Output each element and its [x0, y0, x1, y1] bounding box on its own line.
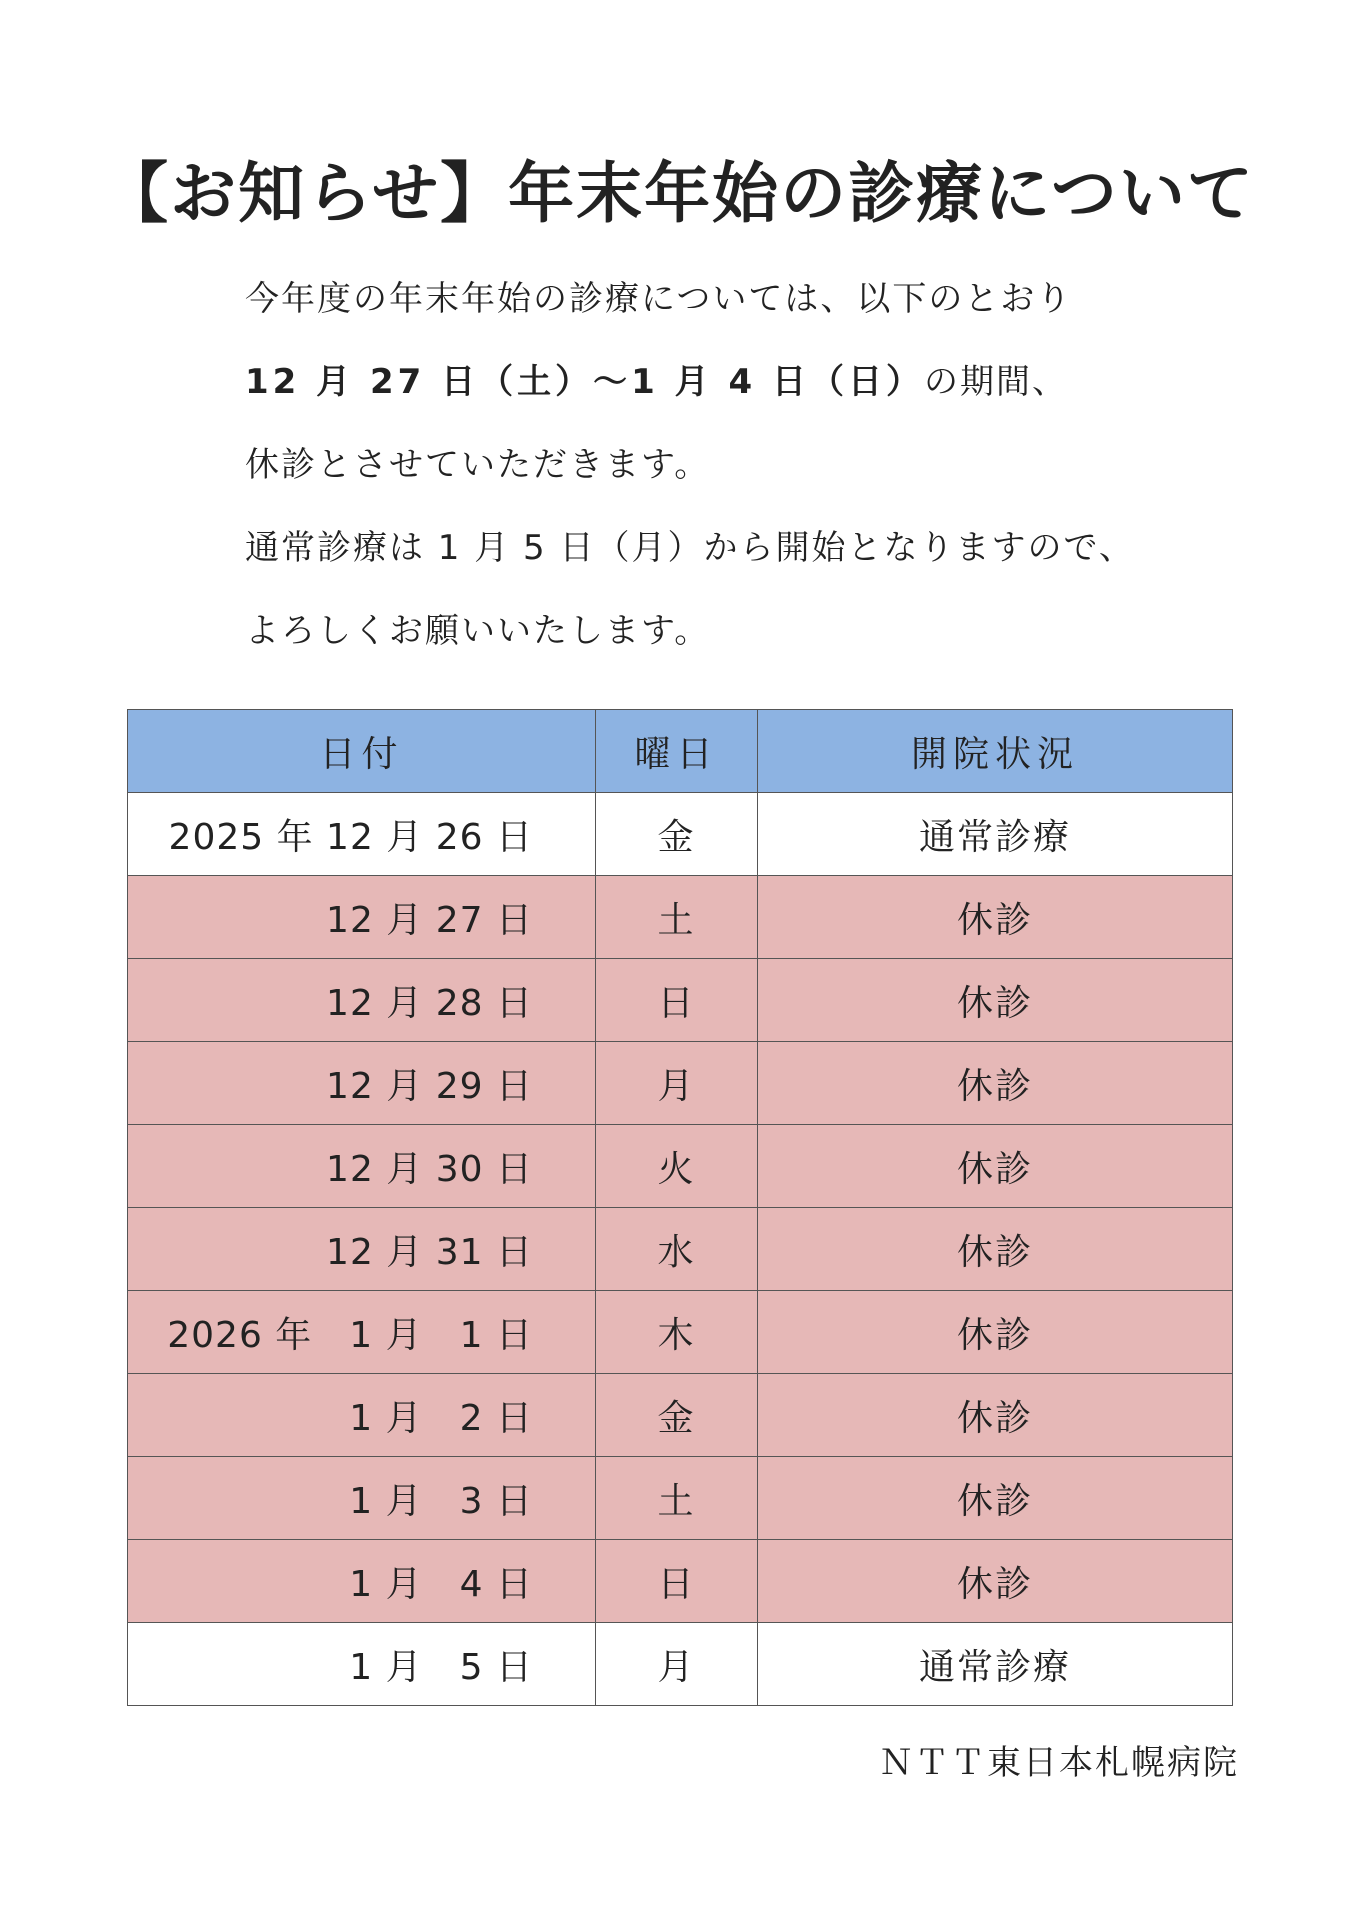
weekday-cell: 土 [596, 1457, 758, 1540]
date-cell: 2025 年 12 月 26 日 [128, 793, 596, 876]
date-cell: 2026 年 1 月 1 日 [128, 1291, 596, 1374]
notice-body [245, 258, 1245, 673]
page-title: 【お知らせ】年末年始の診療について [102, 155, 1255, 233]
table-row [128, 1042, 1233, 1125]
status-cell: 休診 [758, 876, 1233, 959]
weekday-cell: 金 [596, 793, 758, 876]
notice-line-3: 休診とさせていただきます。 [245, 445, 711, 485]
date-cell: 12 月 28 日 [128, 959, 596, 1042]
status-cell: 休診 [758, 959, 1233, 1042]
date-cell: 12 月 29 日 [128, 1042, 596, 1125]
notice-line-1: 今年度の年末年始の診療については、以下のとおり [245, 279, 1073, 319]
table-row [128, 793, 1233, 876]
weekday-cell: 月 [596, 1623, 758, 1706]
schedule-table-body [128, 793, 1233, 1706]
weekday-cell: 月 [596, 1042, 758, 1125]
weekday-cell: 金 [596, 1374, 758, 1457]
hospital-name: ＮＴＴ東日本札幌病院 [879, 1743, 1239, 1783]
weekday-cell: 土 [596, 876, 758, 959]
schedule-table [127, 709, 1233, 1706]
status-cell: 休診 [758, 1540, 1233, 1623]
table-header-row [128, 710, 1233, 793]
date-cell: 12 月 31 日 [128, 1208, 596, 1291]
table-row [128, 876, 1233, 959]
date-cell: 1 月 5 日 [128, 1623, 596, 1706]
status-cell: 休診 [758, 1457, 1233, 1540]
date-cell: 12 月 30 日 [128, 1125, 596, 1208]
table-row [128, 1457, 1233, 1540]
table-row [128, 1623, 1233, 1706]
weekday-cell: 火 [596, 1125, 758, 1208]
table-row [128, 1125, 1233, 1208]
table-row [128, 1540, 1233, 1623]
closure-period: 12 月 27 日（土）～1 月 4 日（日） [245, 362, 924, 402]
weekday-cell: 日 [596, 1540, 758, 1623]
status-cell: 休診 [758, 1125, 1233, 1208]
status-cell: 休診 [758, 1291, 1233, 1374]
status-cell: 休診 [758, 1042, 1233, 1125]
status-cell: 休診 [758, 1208, 1233, 1291]
column-header-date: 日付 [128, 710, 596, 793]
table-row [128, 959, 1233, 1042]
status-cell: 通常診療 [758, 793, 1233, 876]
date-cell: 1 月 4 日 [128, 1540, 596, 1623]
table-row [128, 1208, 1233, 1291]
weekday-cell: 水 [596, 1208, 758, 1291]
date-cell: 1 月 2 日 [128, 1374, 596, 1457]
weekday-cell: 木 [596, 1291, 758, 1374]
notice-line-4: 通常診療は 1 月 5 日（月）から開始となりますので、 [245, 528, 1135, 568]
date-cell: 1 月 3 日 [128, 1457, 596, 1540]
column-header-status: 開院状況 [758, 710, 1233, 793]
weekday-cell: 日 [596, 959, 758, 1042]
date-cell: 12 月 27 日 [128, 876, 596, 959]
status-cell: 休診 [758, 1374, 1233, 1457]
table-row [128, 1291, 1233, 1374]
notice-line-2 [245, 341, 1245, 424]
status-cell: 通常診療 [758, 1623, 1233, 1706]
closure-period-suffix: の期間、 [923, 362, 1068, 402]
table-row [128, 1374, 1233, 1457]
notice-line-5: よろしくお願いいたします。 [245, 611, 711, 651]
column-header-weekday: 曜日 [596, 710, 758, 793]
